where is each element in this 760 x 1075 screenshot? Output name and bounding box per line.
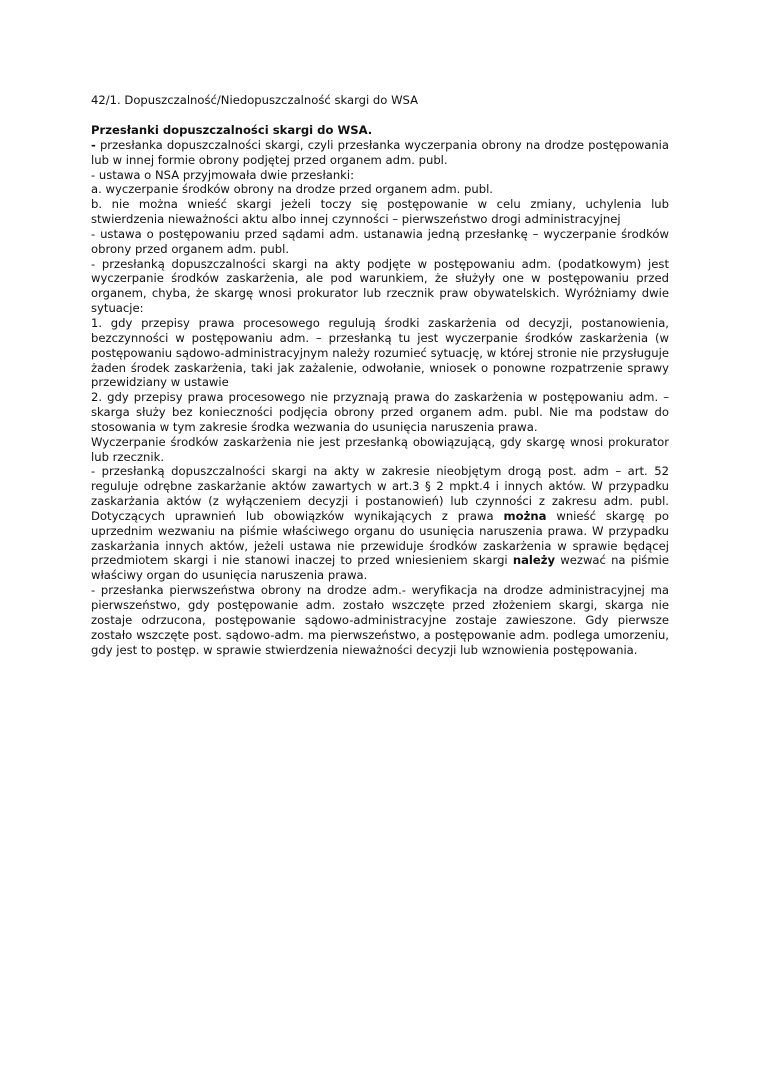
paragraph-10-part-c: wnieść skargę po uprzednim wezwaniu na piśmie właściwego organu do usunięcia naruszenia prawa. W przypadku zaskarżania innych aktów, jeżeli ustawa nie przewiduje środków zaskarżenia w sprawie będącej przedmiotem skargi i nie stanowi inaczej to przed wniesieniem skargi [91, 508, 669, 568]
paragraph-9: Wyczerpanie środków zaskarżenia nie jest przesłanką obowiązującą, gdy skargę wnosi prokurator lub rzecznik. [91, 434, 669, 464]
paragraph-1-dash: - [91, 137, 96, 152]
section-heading: Przesłanki dopuszczalności skargi do WSA. [91, 123, 373, 137]
paragraph-10 [91, 464, 669, 583]
paragraph-11: - przesłanka pierwszeństwa obrony na drodze adm.- weryfikacja na drodze administracyjnej ma pierwszeństwo, gdy postępowanie adm. zostało wszczęte przed złożeniem skargi, skarga nie zostaje odrzucona, postępowanie sądowo-administracyjne zostaje zawieszone. Gdy pierwsze zostało wszczęte post. sądowo-adm. ma pierwszeństwo, a postępowanie adm. podlega umorzeniu, gdy jest to postęp. w sprawie stwierdzenia nieważności decyzji lub wznowienia postępowania. [91, 583, 669, 657]
paragraph-4: b. nie można wnieść skargi jeżeli toczy się postępowanie w celu zmiany, uchylenia lub stwierdzenia nieważności aktu albo innej czynności – pierwszeństwo drogi administracyjnej [91, 197, 669, 227]
paragraph-3: a. wyczerpanie środków obrony na drodze przed organem adm. publ. [91, 182, 493, 197]
paragraph-7: 1. gdy przepisy prawa procesowego regulują środki zaskarżenia od decyzji, postanowienia, bezczynności w postępowaniu adm. – przesłanką tu jest wyczerpanie środków zaskarżenia (w postępowaniu sądowo-administracyjnym należy rozumieć sytuację, w której stronie nie przysługuje żaden środek zaskarżenia, taki jak zażalenie, odwołanie, wniosek o ponowne rozpatrzenie sprawy przewidziany w ustawie [91, 315, 669, 390]
paragraph-1 [91, 138, 669, 168]
document-title: 42/1. Dopuszczalność/Niedopuszczalność skargi do WSA [91, 93, 419, 107]
paragraph-2: - ustawa o NSA przyjmowała dwie przesłanki: [91, 167, 355, 182]
paragraph-10-part-e: wezwać na piśmie właściwy organ do usunięcia naruszenia prawa. [91, 553, 669, 583]
emphasis-mozna: można [503, 508, 547, 523]
paragraph-5: - ustawa o postępowaniu przed sądami adm. ustanawia jedną przesłankę – wyczerpanie środków obrony przed organem adm. publ. [91, 226, 669, 256]
paragraph-6: - przesłanką dopuszczalności skargi na akty podjęte w postępowaniu adm. (podatkowym) jest wyczerpanie środków zaskarżenia, ale pod warunkiem, że służyły one w postępowaniu przed organem, chyba, że skargę wnosi prokurator lub rzecznik praw obywatelskich. Wyróżniamy dwie sytuacje: [91, 256, 669, 316]
paragraph-8: 2. gdy przepisy prawa procesowego nie przyznają prawa do zaskarżenia w postępowaniu adm. – skarga służy bez konieczności podjęcia obrony przed organem adm. publ. Nie ma podstaw do stosowania w tym zakresie środka wezwania do usunięcia naruszenia prawa. [91, 390, 669, 434]
paragraph-10-part-a: - przesłanką dopuszczalności skargi na akty w zakresie nieobjętym drogą post. adm – art. 52 reguluje odrębne zaskarżanie aktów zawartych w art.3 § 2 mpkt.4 i innych aktów. W przypadku zaskarżania aktów (z wyłączeniem decyzji i postanowień) lub czynności z zakresu adm. publ. Dotyczących uprawnień lub obowiązków wynikających z prawa [91, 464, 669, 523]
paragraph-1-text: przesłanka dopuszczalności skargi, czyli przesłanka wyczerpania obrony na drodze postępowania lub w innej formie obrony podjętej przed organem adm. publ. [91, 137, 669, 167]
document-body [91, 123, 669, 657]
emphasis-nalezy: należy [512, 553, 556, 568]
